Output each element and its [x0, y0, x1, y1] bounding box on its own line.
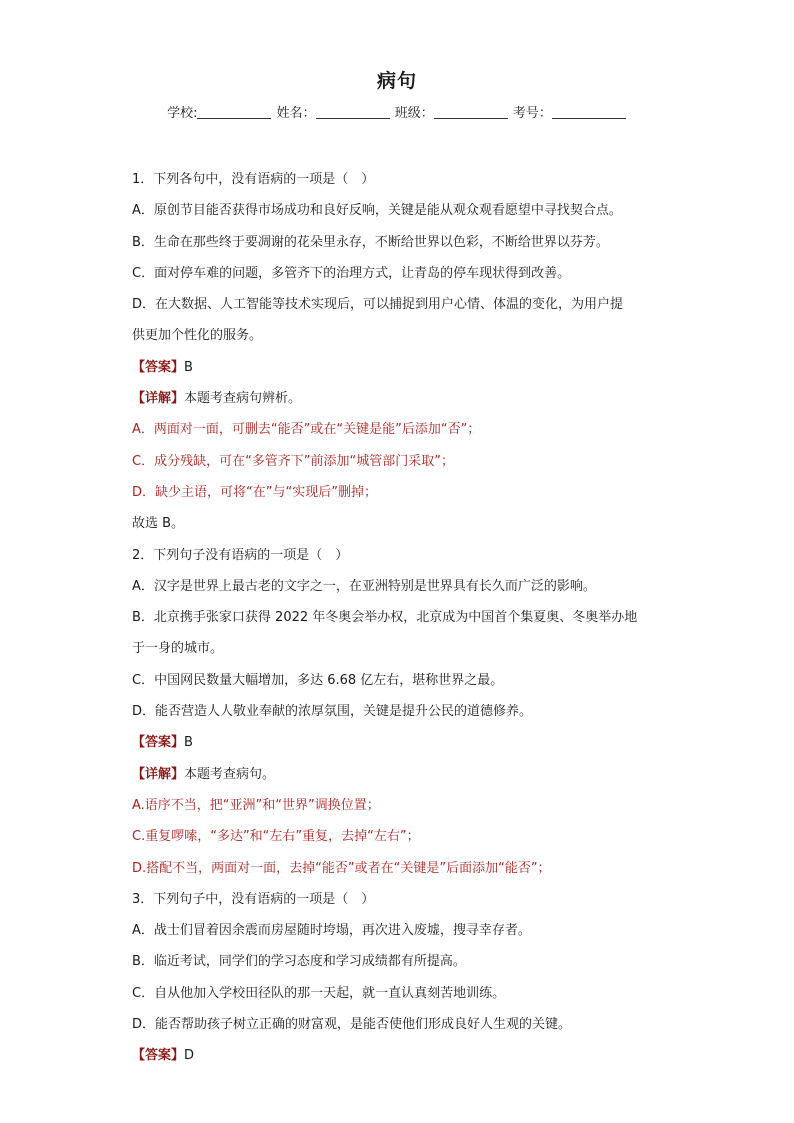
question-2-option-c: C．中国网民数量大幅增加，多达 6.68 亿左右，堪称世界之最。	[132, 672, 504, 688]
question-1-option-a: A．原创节目能否获得市场成功和良好反响，关键是能从观众观看愿望中寻找契合点。	[132, 203, 622, 219]
name-label: 姓名：	[276, 106, 316, 121]
answer-value: B	[184, 735, 193, 751]
exam-number-label: 考号：	[512, 106, 552, 121]
class-blank	[434, 104, 508, 119]
school-blank	[197, 104, 271, 119]
question-1-explain	[132, 387, 664, 418]
question-3-stem: 3．下列句子中，没有语病的一项是（ ）	[132, 891, 375, 907]
name-blank	[316, 104, 390, 119]
question-1-stem: 1．下列各句中，没有语病的一项是（ ）	[132, 172, 375, 187]
question-3-answer	[132, 1044, 664, 1075]
question-1-option-d-cont: 供更加个性化的服务。	[132, 328, 263, 344]
question-3-option-b: B．临近考试，同学们的学习态度和学习成绩都有所提高。	[132, 954, 466, 970]
question-2-detail-c: C.重复啰嗦，“多达”和“左右”重复，去掉“左右”；	[132, 829, 420, 845]
answer-tag: 【答案】	[132, 1048, 185, 1064]
question-2-detail-d: D.搭配不当，两面对一面，去掉“能否”或者在“关键是”后面添加“能否”；	[132, 860, 551, 876]
question-1-detail-a: A．两面对一面，可删去“能否”或在“关键是能”后添加“否”；	[132, 422, 481, 438]
student-info-fields	[0, 102, 794, 121]
question-2-option-a: A．汉字是世界上最古老的文字之一，在亚洲特别是世界具有长久而广泛的影响。	[132, 578, 596, 594]
question-1-option-d: D．在大数据、人工智能等技术实现后，可以捕捉到用户心情、体温的变化，为用户提	[132, 297, 624, 313]
question-1-conclusion: 故选 B。	[132, 516, 185, 532]
question-1-option-c: C．面对停车难的问题，多管齐下的治理方式，让青岛的停车现状得到改善。	[132, 265, 571, 281]
explain-text: 本题考查病句。	[184, 766, 276, 782]
school-label: 学校:	[167, 106, 198, 121]
class-label: 班级：	[394, 106, 434, 121]
question-2-detail-a: A.语序不当，把“亚洲”和“世界”调换位置；	[132, 797, 380, 813]
answer-value: B	[184, 359, 193, 375]
question-1-answer	[132, 356, 664, 387]
question-1-option-b: B．生命在那些终于要凋谢的花朵里永存，不断给世界以色彩，不断给世界以芬芳。	[132, 234, 609, 250]
page-title: 病句	[376, 70, 417, 92]
question-2-option-b-cont: 于一身的城市。	[132, 641, 224, 657]
question-2-answer	[132, 731, 664, 762]
answer-value: D	[184, 1048, 195, 1064]
answer-tag: 【答案】	[132, 735, 185, 751]
questions-content	[132, 168, 664, 1076]
explain-tag: 【详解】	[132, 391, 185, 407]
explain-text: 本题考查病句辨析。	[184, 391, 302, 407]
exam-number-blank	[552, 104, 626, 119]
question-3-option-a: A．战士们冒着因余震而房屋随时垮塌，再次进入废墟，搜寻幸存者。	[132, 923, 531, 939]
question-1-detail-d: D．缺少主语，可将“在”与“实现后”删掉；	[132, 484, 377, 500]
question-2-explain	[132, 763, 664, 794]
explain-tag: 【详解】	[132, 766, 185, 782]
question-2-option-b: B．北京携手张家口获得 2022 年冬奥会举办权，北京成为中国首个集夏奥、冬奥举办地	[132, 610, 638, 626]
question-2-stem: 2．下列句子没有语病的一项是（ ）	[132, 547, 349, 563]
answer-tag: 【答案】	[132, 359, 185, 375]
question-1-detail-c: C．成分残缺，可在“多管齐下”前添加“城管部门采取”；	[132, 453, 455, 469]
question-3-option-c: C．自从他加入学校田径队的那一天起，就一直认真刻苦地训练。	[132, 985, 506, 1001]
question-3-option-d: D．能否帮助孩子树立正确的财富观，是能否使他们形成良好人生观的关键。	[132, 1017, 572, 1033]
question-2-option-d: D．能否营造人人敬业奉献的浓厚氛围，关键是提升公民的道德修养。	[132, 704, 533, 720]
